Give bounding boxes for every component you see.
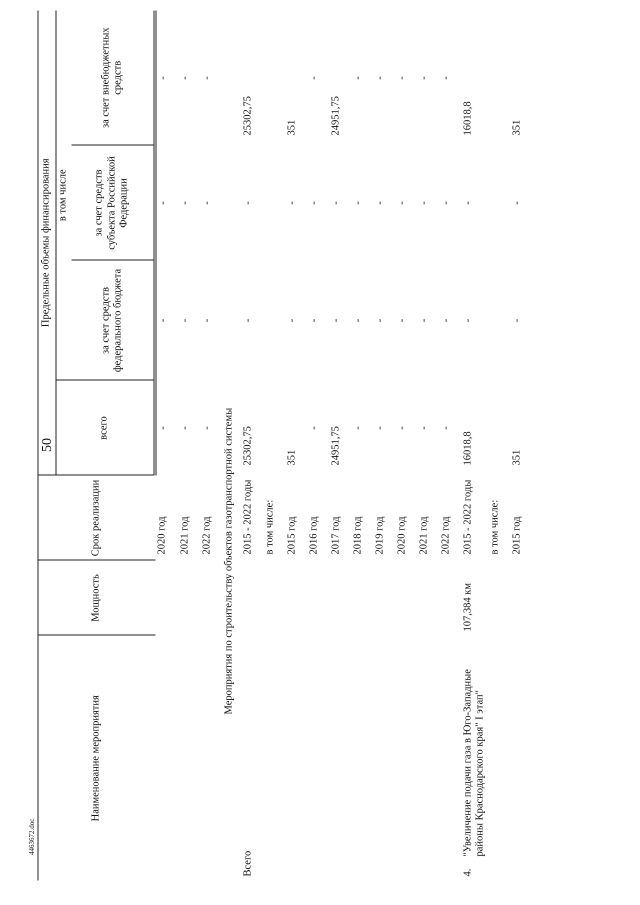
table-row <box>286 11 308 881</box>
cell-extra: - <box>374 76 386 80</box>
cell-extra: - <box>157 76 169 80</box>
table-row <box>201 11 223 881</box>
cell-extra <box>488 11 510 146</box>
cell-federal: - <box>462 318 474 323</box>
table-row <box>264 11 286 881</box>
cell-federal: - <box>201 318 213 323</box>
cell-name <box>488 636 510 881</box>
cell-term: 2015 год <box>511 516 523 555</box>
cell-name <box>418 636 440 881</box>
cell-term: 2015 год <box>286 516 298 555</box>
section-row <box>223 11 242 881</box>
cell-total: 351 <box>511 449 523 466</box>
cell-total: - <box>352 426 364 430</box>
cell-total <box>264 381 286 476</box>
item-name: "Увеличение подачи газа в Юго-Западные районы Краснодарского края" I этап" <box>462 669 486 857</box>
cell-extra: - <box>396 76 408 80</box>
cell-regional: - <box>396 201 408 205</box>
header-regional: за счет средств субъекта Российской Федерации <box>72 146 156 261</box>
cell-federal <box>264 261 286 381</box>
cell-extra: - <box>440 76 452 80</box>
cell-total: - <box>157 426 169 430</box>
cell-capacity <box>488 561 510 636</box>
cell-federal <box>488 261 510 381</box>
cell-term: 2016 год <box>308 516 320 555</box>
cell-name <box>179 636 201 881</box>
cell-capacity <box>510 561 532 636</box>
item-name: Всего <box>242 850 254 877</box>
cell-term: 2022 год <box>440 516 452 555</box>
cell-federal: - <box>418 318 430 323</box>
cell-capacity <box>242 561 264 636</box>
cell-name <box>396 636 418 881</box>
table-row <box>374 11 396 881</box>
cell-capacity <box>201 561 223 636</box>
cell-total: 24951,75 <box>330 426 342 466</box>
cell-capacity <box>308 561 330 636</box>
table-row <box>440 11 462 881</box>
cell-total: 25302,75 <box>242 426 254 466</box>
header-capacity: Мощность <box>38 561 155 636</box>
table-row <box>396 11 418 881</box>
cell-term: 2021 год <box>418 516 430 555</box>
cell-name <box>242 636 264 881</box>
cell-federal: - <box>374 318 386 323</box>
item-number: 4. <box>462 868 474 877</box>
table-row <box>488 11 510 881</box>
cell-name <box>201 636 223 881</box>
table-body <box>155 11 532 881</box>
cell-total: - <box>308 426 320 430</box>
table-row <box>352 11 374 881</box>
cell-name <box>330 636 352 881</box>
cell-capacity <box>440 561 462 636</box>
table-row <box>462 11 489 881</box>
cell-capacity <box>418 561 440 636</box>
cell-extra: - <box>179 76 191 80</box>
header-total: всего <box>56 381 155 476</box>
page-number: 50 <box>40 438 55 452</box>
cell-regional: - <box>440 201 452 205</box>
cell-extra: - <box>308 76 320 80</box>
cell-federal: - <box>396 318 408 323</box>
cell-capacity: 107,384 км <box>462 583 474 632</box>
cell-regional: - <box>511 201 523 205</box>
cell-extra: 24951,75 <box>330 96 342 136</box>
cell-term: 2019 год <box>374 516 386 555</box>
cell-capacity <box>264 561 286 636</box>
cell-term: 2015 - 2022 годы <box>462 479 474 555</box>
cell-regional <box>488 146 510 261</box>
cell-term: в том числе: <box>489 499 501 555</box>
cell-regional: - <box>201 201 213 205</box>
cell-term: 2017 год <box>330 516 342 555</box>
cell-term: 2020 год <box>156 516 167 555</box>
header-including: в том числе <box>56 11 72 381</box>
cell-name <box>462 636 489 881</box>
cell-federal: - <box>511 318 523 323</box>
cell-total: - <box>179 426 191 430</box>
cell-term: в том числе: <box>264 499 276 555</box>
cell-regional: - <box>157 201 169 205</box>
cell-extra <box>264 11 286 146</box>
cell-regional: - <box>418 201 430 205</box>
cell-capacity <box>374 561 396 636</box>
table-row <box>179 11 201 881</box>
cell-name <box>286 636 308 881</box>
cell-capacity <box>179 561 201 636</box>
cell-federal: - <box>157 318 169 323</box>
cell-name <box>155 636 179 881</box>
cell-total: - <box>396 426 408 430</box>
section-title: Мероприятия по строительству объектов газотранспортной системы <box>223 407 235 715</box>
cell-capacity <box>286 561 308 636</box>
cell-total: 16018,8 <box>462 431 474 466</box>
header-name: Наименование мероприятия <box>38 636 155 881</box>
cell-name <box>352 636 374 881</box>
cell-extra: - <box>201 76 213 80</box>
cell-name <box>440 636 462 881</box>
cell-extra: 25302,75 <box>242 96 254 136</box>
cell-regional: - <box>462 201 474 205</box>
cell-capacity <box>352 561 374 636</box>
cell-regional <box>264 146 286 261</box>
cell-term: 2018 год <box>352 516 364 555</box>
cell-total: - <box>201 426 213 430</box>
cell-extra: - <box>352 76 364 80</box>
cell-extra: - <box>418 76 430 80</box>
rotated-page <box>38 11 613 881</box>
cell-term: 2022 год <box>201 516 213 555</box>
header-federal: за счет средств федерального бюджета <box>72 261 156 381</box>
table-row <box>155 11 179 881</box>
cell-capacity <box>396 561 418 636</box>
cell-regional: - <box>330 201 342 205</box>
table-row <box>308 11 330 881</box>
cell-regional: - <box>286 201 298 205</box>
document-id: 4463672.doc <box>28 818 36 855</box>
cell-total: - <box>440 426 452 430</box>
cell-total: - <box>418 426 430 430</box>
header-term: Срок реализации <box>38 476 155 561</box>
cell-extra: 351 <box>511 119 523 136</box>
cell-federal: - <box>440 318 452 323</box>
cell-extra: 16018,8 <box>462 101 474 136</box>
cell-name <box>264 636 286 881</box>
cell-total: - <box>374 426 386 430</box>
cell-term: 2015 - 2022 годы <box>242 479 254 555</box>
cell-federal: - <box>286 318 298 323</box>
cell-federal: - <box>179 318 191 323</box>
table-row <box>242 11 264 881</box>
cell-federal: - <box>242 318 254 323</box>
cell-capacity <box>155 561 179 636</box>
cell-term: 2020 год <box>396 516 408 555</box>
cell-federal: - <box>308 318 320 323</box>
cell-capacity <box>330 561 352 636</box>
cell-name <box>308 636 330 881</box>
table-row <box>330 11 352 881</box>
cell-federal: - <box>330 318 342 323</box>
cell-total: 351 <box>286 449 298 466</box>
cell-federal: - <box>352 318 364 323</box>
header-financing: Предельные объемы финансирования <box>38 11 56 476</box>
cell-term: 2021 год <box>179 516 191 555</box>
financing-table <box>38 11 533 881</box>
cell-regional: - <box>374 201 386 205</box>
table-row <box>510 11 532 881</box>
cell-regional: - <box>179 201 191 205</box>
cell-regional: - <box>308 201 320 205</box>
cell-regional: - <box>352 201 364 205</box>
header-extra: за счет внебюджетных средств <box>72 11 156 146</box>
table-row <box>418 11 440 881</box>
cell-total <box>488 381 510 476</box>
cell-name <box>510 636 532 881</box>
cell-regional: - <box>242 201 254 205</box>
cell-extra: 351 <box>286 119 298 136</box>
cell-name <box>374 636 396 881</box>
